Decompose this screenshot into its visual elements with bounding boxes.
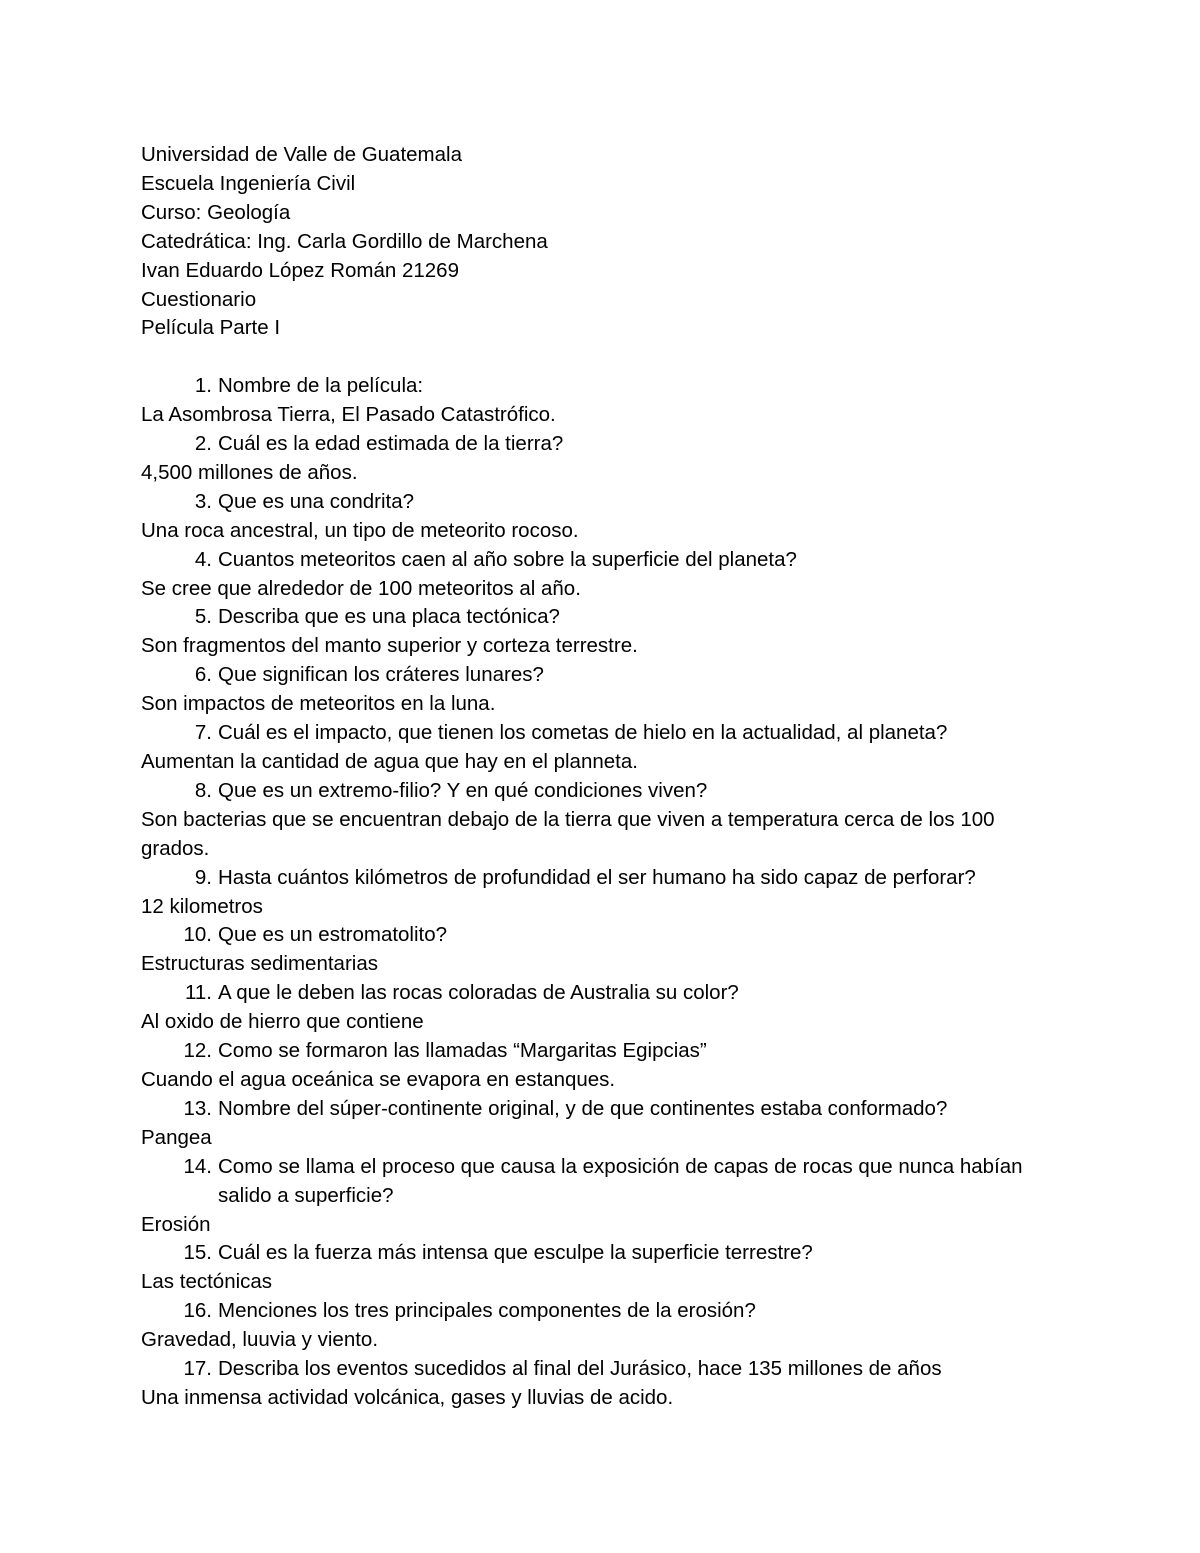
question-item bbox=[141, 719, 1061, 748]
header-student: Ivan Eduardo López Román 21269 bbox=[141, 258, 459, 282]
answer-text: 4,500 millones de años. bbox=[141, 460, 358, 484]
question-item bbox=[141, 603, 1061, 632]
question-text: Nombre de la película: bbox=[218, 374, 424, 398]
question-item bbox=[141, 1239, 1061, 1268]
answer-text: Se cree que alrededor de 100 meteoritos al año. bbox=[141, 576, 581, 600]
question-text: Describa que es una placa tectónica? bbox=[218, 605, 560, 629]
answer-text: Cuando el agua oceánica se evapora en estanques. bbox=[141, 1067, 616, 1091]
question-number: 12. bbox=[183, 1039, 212, 1063]
question-text: Que es una condrita? bbox=[218, 489, 415, 513]
question-number: 8. bbox=[194, 778, 212, 802]
spacer bbox=[141, 343, 1061, 372]
answer-text: 12 kilometros bbox=[141, 894, 263, 918]
question-number: 7. bbox=[194, 721, 212, 745]
question-text: Cuál es la fuerza más intensa que esculpe la superficie terrestre? bbox=[218, 1241, 813, 1265]
question-number: 10. bbox=[183, 923, 212, 947]
question-number: 13. bbox=[183, 1096, 212, 1120]
question-number: 4. bbox=[194, 547, 212, 571]
question-number: 2. bbox=[194, 432, 212, 456]
question-item bbox=[141, 979, 1061, 1008]
answer-text: Una inmensa actividad volcánica, gases y lluvias de acido. bbox=[141, 1385, 674, 1409]
question-text: Como se formaron las llamadas “Margaritas Egipcias” bbox=[218, 1039, 707, 1063]
question-text: Cuál es el impacto, que tienen los cometas de hielo en la actualidad, al planeta? bbox=[218, 721, 948, 745]
header-course: Curso: Geología bbox=[141, 200, 291, 224]
question-number: 17. bbox=[183, 1357, 212, 1381]
header-professor: Catedrática: Ing. Carla Gordillo de Marchena bbox=[141, 229, 548, 253]
question-text: Describa los eventos sucedidos al final del Jurásico, hace 135 millones de años bbox=[218, 1357, 942, 1381]
answer-text: Una roca ancestral, un tipo de meteorito rocoso. bbox=[141, 518, 579, 542]
question-number: 6. bbox=[194, 663, 212, 687]
question-text: Nombre del súper-continente original, y de que continentes estaba conformado? bbox=[218, 1096, 948, 1120]
question-number: 11. bbox=[185, 981, 212, 1005]
question-item bbox=[141, 921, 1061, 950]
question-text: Que significan los cráteres lunares? bbox=[218, 663, 544, 687]
answer-text: Aumentan la cantidad de agua que hay en el planneta. bbox=[141, 750, 638, 774]
question-number: 1. bbox=[194, 374, 212, 398]
question-list bbox=[141, 372, 1061, 1413]
question-number: 5. bbox=[194, 605, 212, 629]
question-item bbox=[141, 1095, 1061, 1124]
question-number: 15. bbox=[183, 1241, 212, 1265]
question-number: 16. bbox=[183, 1299, 212, 1323]
question-text: Como se llama el proceso que causa la exposición de capas de rocas que nunca habían salido a superficie? bbox=[218, 1154, 1023, 1207]
answer-text: Erosión bbox=[141, 1212, 211, 1236]
question-number: 9. bbox=[194, 865, 212, 889]
answer-text: Las tectónicas bbox=[141, 1270, 273, 1294]
question-item bbox=[141, 1037, 1061, 1066]
header-doc-type: Cuestionario bbox=[141, 287, 257, 311]
question-text: Cuantos meteoritos caen al año sobre la superficie del planeta? bbox=[218, 547, 797, 571]
question-number: 3. bbox=[194, 489, 212, 513]
question-item bbox=[141, 661, 1061, 690]
answer-text: Son bacterias que se encuentran debajo de la tierra que viven a temperatura cerca de los 100 grados. bbox=[141, 807, 995, 860]
question-text: Que es un estromatolito? bbox=[218, 923, 448, 947]
answer-text: Pangea bbox=[141, 1125, 212, 1149]
question-text: Menciones los tres principales componentes de la erosión? bbox=[218, 1299, 756, 1323]
question-text: Cuál es la edad estimada de la tierra? bbox=[218, 432, 564, 456]
question-item bbox=[141, 1153, 1061, 1211]
question-item bbox=[141, 488, 1061, 517]
question-item bbox=[141, 864, 1061, 893]
question-item bbox=[141, 546, 1061, 575]
answer-text: Gravedad, luuvia y viento. bbox=[141, 1328, 379, 1352]
question-text: A que le deben las rocas coloradas de Australia su color? bbox=[218, 981, 739, 1005]
header-school: Escuela Ingeniería Civil bbox=[141, 171, 356, 195]
answer-text: Estructuras sedimentarias bbox=[141, 952, 378, 976]
question-item bbox=[141, 1297, 1061, 1326]
answer-text: Son fragmentos del manto superior y corteza terrestre. bbox=[141, 634, 638, 658]
question-number: 14. bbox=[183, 1154, 212, 1178]
answer-text: Al oxido de hierro que contiene bbox=[141, 1010, 424, 1034]
question-item bbox=[141, 372, 1061, 401]
question-item bbox=[141, 1355, 1061, 1384]
question-text: Hasta cuántos kilómetros de profundidad el ser humano ha sido capaz de perforar? bbox=[218, 865, 976, 889]
document-body bbox=[141, 141, 1061, 1413]
question-item bbox=[141, 430, 1061, 459]
answer-text: La Asombrosa Tierra, El Pasado Catastrófico. bbox=[141, 403, 556, 427]
question-text: Que es un extremo-filio? Y en qué condiciones viven? bbox=[218, 778, 708, 802]
header-subtitle: Película Parte I bbox=[141, 316, 281, 340]
answer-text: Son impactos de meteoritos en la luna. bbox=[141, 692, 496, 716]
question-item bbox=[141, 777, 1061, 806]
header-university: Universidad de Valle de Guatemala bbox=[141, 143, 462, 166]
